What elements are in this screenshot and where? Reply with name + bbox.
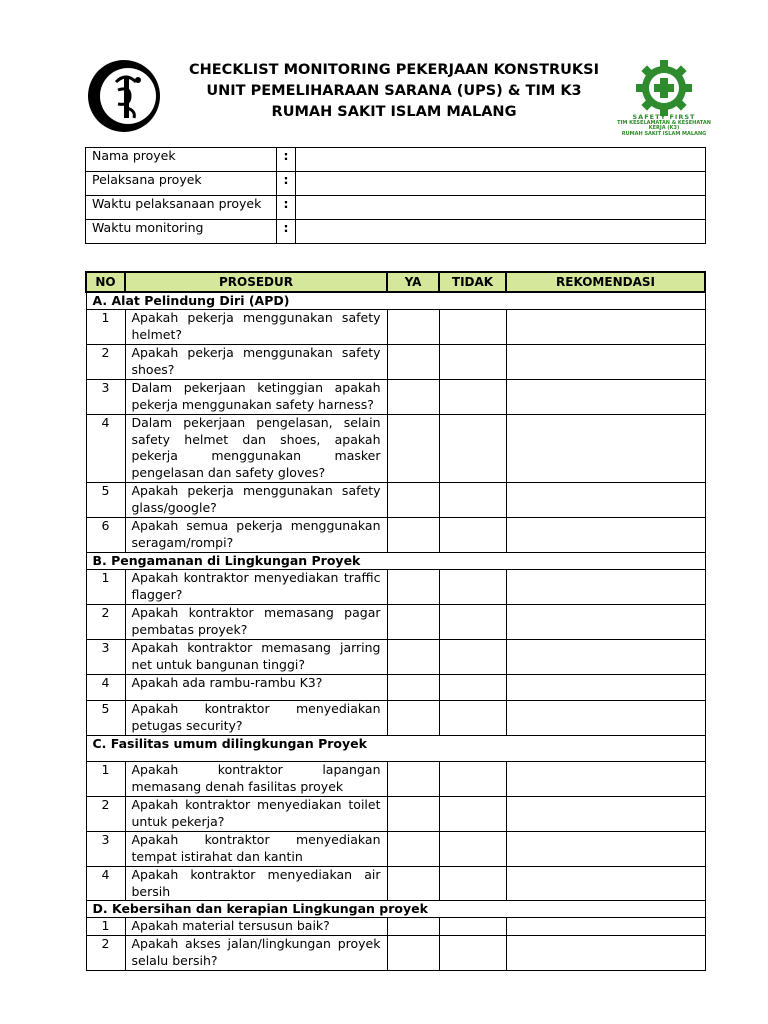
table-row <box>86 483 705 518</box>
rekomendasi-field[interactable] <box>506 310 705 345</box>
item-number: 3 <box>86 380 125 415</box>
ya-checkbox-cell[interactable] <box>387 936 439 971</box>
rekomendasi-field[interactable] <box>506 605 705 640</box>
info-label: Waktu monitoring <box>86 220 277 244</box>
item-question: Apakah pekerja menggunakan safety helmet? <box>125 310 387 345</box>
info-label: Waktu pelaksanaan proyek <box>86 196 277 220</box>
rekomendasi-field[interactable] <box>506 640 705 675</box>
title-line-1: CHECKLIST MONITORING PEKERJAAN KONSTRUKSI <box>189 62 599 78</box>
tidak-checkbox-cell[interactable] <box>439 640 506 675</box>
info-row <box>86 220 706 244</box>
tidak-checkbox-cell[interactable] <box>439 918 506 936</box>
item-question: Apakah kontraktor menyediakan tempat istirahat dan kantin <box>125 832 387 867</box>
section-row <box>86 736 705 762</box>
table-row <box>86 310 705 345</box>
table-row <box>86 640 705 675</box>
item-question: Apakah ada rambu-rambu K3? <box>125 675 387 701</box>
header-ya: YA <box>387 272 439 292</box>
table-row <box>86 832 705 867</box>
header-no: NO <box>86 272 125 292</box>
item-number: 4 <box>86 415 125 483</box>
safety-first-caption <box>614 115 714 137</box>
item-number: 4 <box>86 675 125 701</box>
rekomendasi-field[interactable] <box>506 832 705 867</box>
table-row <box>86 380 705 415</box>
item-question: Dalam pekerjaan pengelasan, selain safety helmet dan shoes, apakah pekerja menggunakan masker pengelasan dan safety gloves? <box>125 415 387 483</box>
safety-team-label: TIM KESELAMATAN & KESEHATAN KERJA (K3) <box>617 119 711 131</box>
item-number: 2 <box>86 605 125 640</box>
ya-checkbox-cell[interactable] <box>387 675 439 701</box>
tidak-checkbox-cell[interactable] <box>439 518 506 553</box>
table-header-row <box>86 272 705 292</box>
title-line-3: RUMAH SAKIT ISLAM MALANG <box>271 104 517 120</box>
rekomendasi-field[interactable] <box>506 867 705 901</box>
item-question: Apakah kontraktor menyediakan traffic flagger? <box>125 570 387 605</box>
checklist-table <box>85 271 706 971</box>
item-number: 2 <box>86 936 125 971</box>
item-question: Dalam pekerjaan ketinggian apakah pekerja menggunakan safety harness? <box>125 380 387 415</box>
table-row <box>86 570 705 605</box>
section-title: B. Pengamanan di Lingkungan Proyek <box>86 553 705 570</box>
item-question: Apakah material tersusun baik? <box>125 918 387 936</box>
info-label: Nama proyek <box>86 148 277 172</box>
table-row <box>86 867 705 901</box>
tidak-checkbox-cell[interactable] <box>439 380 506 415</box>
section-row <box>86 901 705 918</box>
rekomendasi-field[interactable] <box>506 380 705 415</box>
info-row <box>86 196 706 220</box>
section-title: D. Kebersihan dan kerapian Lingkungan proyek <box>86 901 705 918</box>
ya-checkbox-cell[interactable] <box>387 483 439 518</box>
document-title <box>170 60 618 123</box>
section-row <box>86 553 705 570</box>
table-row <box>86 605 705 640</box>
item-number: 1 <box>86 918 125 936</box>
info-value-field[interactable] <box>296 220 706 244</box>
table-row <box>86 762 705 797</box>
item-question: Apakah kontraktor menyediakan toilet untuk pekerja? <box>125 797 387 832</box>
item-number: 2 <box>86 797 125 832</box>
info-value-field[interactable] <box>296 172 706 196</box>
info-label: Pelaksana proyek <box>86 172 277 196</box>
project-info-table <box>85 147 706 244</box>
tidak-checkbox-cell[interactable] <box>439 570 506 605</box>
item-question: Apakah semua pekerja menggunakan seragam/rompi? <box>125 518 387 553</box>
item-question: Apakah kontraktor menyediakan air bersih <box>125 867 387 901</box>
ya-checkbox-cell[interactable] <box>387 570 439 605</box>
rekomendasi-field[interactable] <box>506 345 705 380</box>
info-row <box>86 148 706 172</box>
tidak-checkbox-cell[interactable] <box>439 936 506 971</box>
ya-checkbox-cell[interactable] <box>387 380 439 415</box>
rekomendasi-field[interactable] <box>506 415 705 483</box>
rekomendasi-field[interactable] <box>506 936 705 971</box>
rekomendasi-field[interactable] <box>506 570 705 605</box>
table-row <box>86 936 705 971</box>
info-colon: : <box>277 172 296 196</box>
tidak-checkbox-cell[interactable] <box>439 310 506 345</box>
tidak-checkbox-cell[interactable] <box>439 345 506 380</box>
ya-checkbox-cell[interactable] <box>387 640 439 675</box>
item-number: 1 <box>86 570 125 605</box>
table-row <box>86 797 705 832</box>
tidak-checkbox-cell[interactable] <box>439 483 506 518</box>
ya-checkbox-cell[interactable] <box>387 345 439 380</box>
ya-checkbox-cell[interactable] <box>387 701 439 736</box>
item-number: 4 <box>86 867 125 901</box>
rekomendasi-field[interactable] <box>506 918 705 936</box>
table-row <box>86 345 705 380</box>
section-row <box>86 292 705 310</box>
ya-checkbox-cell[interactable] <box>387 605 439 640</box>
header-tidak: TIDAK <box>439 272 506 292</box>
safety-first-label: SAFETY FIRST <box>632 113 696 121</box>
rekomendasi-field[interactable] <box>506 675 705 701</box>
header-prosedur: PROSEDUR <box>125 272 387 292</box>
item-question: Apakah pekerja menggunakan safety glass/google? <box>125 483 387 518</box>
item-number: 5 <box>86 483 125 518</box>
table-row <box>86 701 705 736</box>
rekomendasi-field[interactable] <box>506 701 705 736</box>
tidak-checkbox-cell[interactable] <box>439 867 506 901</box>
item-number: 1 <box>86 762 125 797</box>
info-row <box>86 172 706 196</box>
section-title: A. Alat Pelindung Diri (APD) <box>86 292 705 310</box>
tidak-checkbox-cell[interactable] <box>439 675 506 701</box>
item-number: 2 <box>86 345 125 380</box>
ya-checkbox-cell[interactable] <box>387 867 439 901</box>
ya-checkbox-cell[interactable] <box>387 918 439 936</box>
tidak-checkbox-cell[interactable] <box>439 701 506 736</box>
tidak-checkbox-cell[interactable] <box>439 762 506 797</box>
item-number: 1 <box>86 310 125 345</box>
item-question: Apakah kontraktor memasang pagar pembatas proyek? <box>125 605 387 640</box>
item-question: Apakah akses jalan/lingkungan proyek selalu bersih? <box>125 936 387 971</box>
rekomendasi-field[interactable] <box>506 797 705 832</box>
table-row <box>86 918 705 936</box>
tidak-checkbox-cell[interactable] <box>439 605 506 640</box>
safety-hospital-label: RUMAH SAKIT ISLAM MALANG <box>621 130 707 137</box>
hospital-logo-icon <box>86 58 162 134</box>
item-question: Apakah kontraktor menyediakan petugas security? <box>125 701 387 736</box>
info-colon: : <box>277 148 296 172</box>
info-value-field[interactable] <box>296 196 706 220</box>
item-question: Apakah kontraktor memasang jarring net untuk bangunan tinggi? <box>125 640 387 675</box>
ya-checkbox-cell[interactable] <box>387 797 439 832</box>
ya-checkbox-cell[interactable] <box>387 518 439 553</box>
header-rekomendasi: REKOMENDASI <box>506 272 705 292</box>
rekomendasi-field[interactable] <box>506 762 705 797</box>
section-title: C. Fasilitas umum dilingkungan Proyek <box>86 736 705 762</box>
item-question: Apakah pekerja menggunakan safety shoes? <box>125 345 387 380</box>
item-question: Apakah kontraktor lapangan memasang denah fasilitas proyek <box>125 762 387 797</box>
ya-checkbox-cell[interactable] <box>387 415 439 483</box>
rekomendasi-field[interactable] <box>506 483 705 518</box>
info-value-field[interactable] <box>296 148 706 172</box>
tidak-checkbox-cell[interactable] <box>439 832 506 867</box>
item-number: 3 <box>86 640 125 675</box>
ya-checkbox-cell[interactable] <box>387 762 439 797</box>
ya-checkbox-cell[interactable] <box>387 310 439 345</box>
tidak-checkbox-cell[interactable] <box>439 415 506 483</box>
info-colon: : <box>277 220 296 244</box>
tidak-checkbox-cell[interactable] <box>439 797 506 832</box>
item-number: 6 <box>86 518 125 553</box>
ya-checkbox-cell[interactable] <box>387 832 439 867</box>
table-row <box>86 518 705 553</box>
table-row <box>86 675 705 701</box>
title-line-2: UNIT PEMELIHARAAN SARANA (UPS) & TIM K3 <box>206 83 582 99</box>
item-number: 5 <box>86 701 125 736</box>
item-number: 3 <box>86 832 125 867</box>
rekomendasi-field[interactable] <box>506 518 705 553</box>
table-row <box>86 415 705 483</box>
info-colon: : <box>277 196 296 220</box>
